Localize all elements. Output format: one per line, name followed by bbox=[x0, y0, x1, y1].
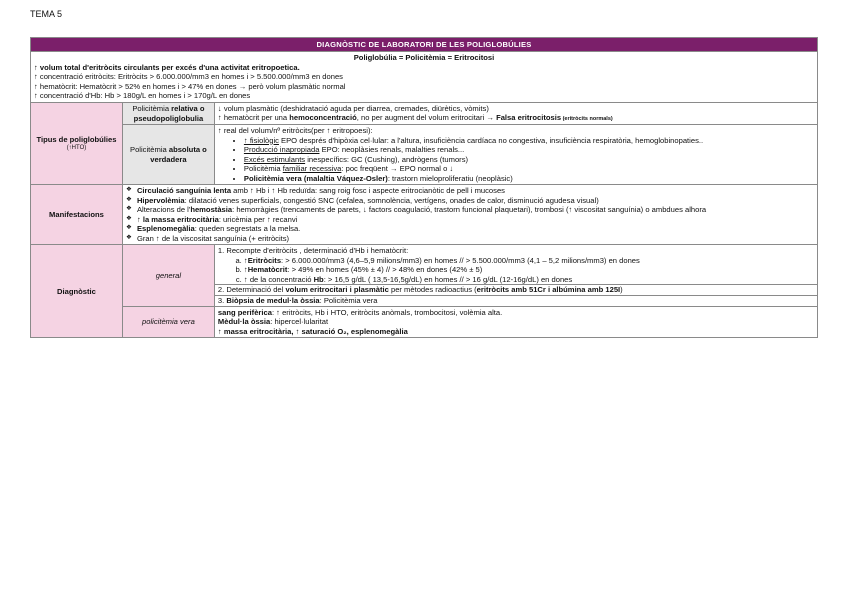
item-bold: Circulació sanguínia lenta bbox=[136, 186, 232, 196]
absoluta-name-pre: Policitèmia bbox=[130, 145, 169, 155]
vera-line-1 bbox=[218, 308, 814, 317]
vera-l2-bold: Mèdul·la òssia bbox=[217, 317, 271, 327]
definition-line-2: ↑ concentració eritròcits: Eritròcits > 6.000.000/mm3 en homes i > 5.500.000/mm3 en dones bbox=[34, 72, 343, 82]
item-bold: ↑Eritròcits bbox=[243, 255, 282, 265]
definition-line-1: ↑ volum total d'eritròcits circulants per excés d'una activitat eritropoetica. bbox=[34, 62, 300, 72]
table-title: DIAGNÒSTIC DE LABORATORI DE LES POLIGLOBÚLIES bbox=[31, 38, 818, 52]
relativa-l2-bold2: Falsa eritrocitosis bbox=[496, 113, 562, 123]
item-underline: familiar recessiva bbox=[282, 164, 342, 174]
item2-mid: per mètodes radioactius ( bbox=[388, 285, 477, 295]
item-pre: Alteracions de l' bbox=[136, 205, 191, 215]
relativa-line-1: ↓ volum plasmàtic (deshidratació aguda per diarrea, cremades, diürètics, vòmits) bbox=[217, 103, 489, 113]
definition-main: Poliglobúlia = Policitèmia = Eritrocitosi bbox=[353, 53, 495, 63]
absoluta-desc-cell bbox=[214, 125, 817, 185]
diag-item-3 bbox=[215, 295, 817, 305]
item-rest: : > 6.000.000/mm3 (4,6–5,9 milions/mm3) en homes // > 5.500.000/mm3 (4,1 – 5,2 milions/mm3) en dones bbox=[281, 255, 640, 265]
tipus-label-cell bbox=[31, 102, 123, 184]
item3-bold: Biòpsia de medul·la òssia bbox=[226, 295, 320, 305]
item2-bold: volum eritrocitari i plasmàtic bbox=[285, 285, 389, 295]
item-pre: ↑ de la concentració bbox=[243, 274, 314, 284]
relativa-desc-cell bbox=[214, 102, 817, 124]
diag-sublist bbox=[218, 256, 814, 284]
vera-l3-bold: ↑ massa eritrocitària, ↑ saturació O₂, esplenomegàlia bbox=[217, 326, 408, 336]
absoluta-name-bold: absoluta o verdadera bbox=[150, 145, 207, 164]
definition-line-3: ↑ hematòcrit: Hematòcrit > 52% en homes i > 47% en dones → però volum plasmàtic normal bbox=[34, 81, 346, 91]
manifestacions-list bbox=[126, 186, 814, 243]
list-item bbox=[244, 155, 814, 164]
item-rest: : uricèmia per ↑ recanvi bbox=[218, 214, 298, 224]
item-underline: Excés estimulants bbox=[243, 154, 306, 164]
diagnostic-label: Diagnòstic bbox=[31, 245, 123, 338]
vera-l1-rest: : ↑ eritròcits, Hb i HTO, eritròcits anòmals, trombocitosi, volèmia alta. bbox=[271, 307, 503, 317]
absoluta-name-cell bbox=[122, 125, 214, 185]
list-item bbox=[126, 186, 814, 195]
item-bold: Hb bbox=[313, 274, 324, 284]
item-underline: ↑ fisiològic bbox=[243, 135, 279, 145]
diag-item-2 bbox=[215, 284, 817, 294]
item2-end: ) bbox=[620, 285, 623, 295]
vera-line-3 bbox=[218, 327, 814, 336]
item-underline: Producció inapropiada bbox=[243, 145, 320, 155]
list-item bbox=[244, 265, 814, 274]
list-item bbox=[244, 136, 814, 145]
manifestacions-label: Manifestacions bbox=[31, 185, 123, 245]
diagnostic-vera-label: policitèmia vera bbox=[122, 306, 214, 337]
item-bold: ↑Hematòcrit bbox=[243, 265, 288, 275]
list-item bbox=[126, 234, 814, 243]
diagnostic-table bbox=[30, 37, 818, 338]
relativa-line-2 bbox=[218, 113, 814, 123]
item3-pre: 3. bbox=[217, 295, 227, 305]
list-item bbox=[244, 275, 814, 284]
relativa-name-pre: Policitèmia bbox=[132, 104, 172, 114]
item-rest: EPO: neoplàsies renals, malalties renals... bbox=[319, 145, 465, 155]
list-item bbox=[244, 145, 814, 154]
item-bold: hemostàsia bbox=[190, 205, 233, 215]
list-item bbox=[126, 215, 814, 224]
tipus-label: Tipus de poliglobúlies bbox=[36, 135, 117, 145]
absoluta-intro: ↑ real del volum/nº eritròcits(per ↑ eritropoesi): bbox=[217, 126, 373, 136]
item-rest: : poc freqüent → EPO normal o ↓ bbox=[341, 164, 454, 174]
item-bold: ↑ la massa eritrocitària bbox=[136, 214, 219, 224]
relativa-l2-mid: , no per augment del volum eritrocitari → bbox=[356, 113, 497, 123]
list-item bbox=[126, 196, 814, 205]
relativa-l2-small: (eritròcits normals) bbox=[561, 116, 613, 123]
item-rest: inespecífics: GC (Cushing), andrògens (tumors) bbox=[305, 154, 469, 164]
diagnostic-vera-cell bbox=[214, 306, 817, 337]
list-item bbox=[244, 164, 814, 173]
list-item bbox=[244, 256, 814, 265]
item-rest: : trastorn mieloproliferatiu (neoplàsic) bbox=[387, 173, 513, 183]
relativa-l2-bold: hemoconcentració bbox=[289, 113, 357, 123]
item-rest: : > 49% en homes (45% ± 4) // > 48% en dones (42% ± 5) bbox=[287, 265, 483, 275]
diag-item-1: 1. Recompte d'eritròcits , determinació d'Hb i hematòcrit: bbox=[217, 246, 409, 256]
item-bold: Hipervolèmia bbox=[136, 195, 185, 205]
absoluta-list bbox=[218, 136, 814, 183]
item-bold: Esplenomegàlia bbox=[136, 224, 195, 234]
item-rest: : hemorràgies (trencaments de parets, ↓ factors coagulació, trastorn funcional plaquetari), trombosi (↑ viscositat sanguínia) o ambdues alhora bbox=[232, 205, 707, 215]
definition-cell bbox=[31, 52, 818, 102]
item-rest: : > 16,5 g/dL ( 13,5-16,5g/dL) en homes // > 16 g/dL (12-16g/dL) en dones bbox=[323, 274, 573, 284]
list-item bbox=[126, 205, 814, 214]
vera-l2-rest: : hipercel·lularitat bbox=[270, 317, 329, 327]
item2-pre: 2. Determinació del bbox=[217, 285, 286, 295]
item-pre: Policitèmia bbox=[243, 164, 283, 174]
page-header: TEMA 5 bbox=[30, 9, 63, 19]
item-rest: EPO després d'hipòxia cel·lular: a l'altura, insuficiència cardíaca no congestiva, insuficiència respiratòria, hemoglobinopaties.. bbox=[278, 135, 704, 145]
vera-l1-bold: sang perifèrica bbox=[217, 307, 272, 317]
item3-rest: : Policitèmia vera bbox=[319, 295, 378, 305]
relativa-l2-pre: ↑ hematòcrit per una bbox=[217, 113, 290, 123]
item-rest: amb ↑ Hb i ↑ Hb reduïda: sang roig fosc i aspecte eritrocianòtic de pell i mucoses bbox=[231, 186, 505, 196]
diagnostic-general-label: general bbox=[122, 245, 214, 307]
relativa-name-cell bbox=[122, 102, 214, 124]
item2-bold2: eritròcits amb 51Cr i albúmina amb 125I bbox=[476, 285, 621, 295]
vera-line-2 bbox=[218, 317, 814, 326]
tipus-sublabel: (↑HTO) bbox=[66, 144, 87, 151]
list-item bbox=[244, 174, 814, 183]
item-rest: : dilatació venes superficials, congestió SNC (cefalea, somnolència, vertígens, onades de calor, disminució agudesa visual) bbox=[184, 195, 599, 205]
item-bold: Policitèmia vera (malaltia Váquez-Osler) bbox=[243, 173, 388, 183]
list-item bbox=[126, 224, 814, 233]
diagnostic-general-cell bbox=[214, 245, 817, 307]
definition-line-4: ↑ concentració d'Hb: Hb > 180g/L en homes i > 170g/L en dones bbox=[34, 91, 251, 101]
manifestacions-cell bbox=[122, 185, 817, 245]
item-pre: Gran ↑ de la viscositat sanguínia (+ eritròcits) bbox=[136, 233, 290, 243]
relativa-name-bold: relativa o pseudopoliglobulia bbox=[133, 104, 205, 123]
item-rest: : queden segrestats a la melsa. bbox=[194, 224, 301, 234]
